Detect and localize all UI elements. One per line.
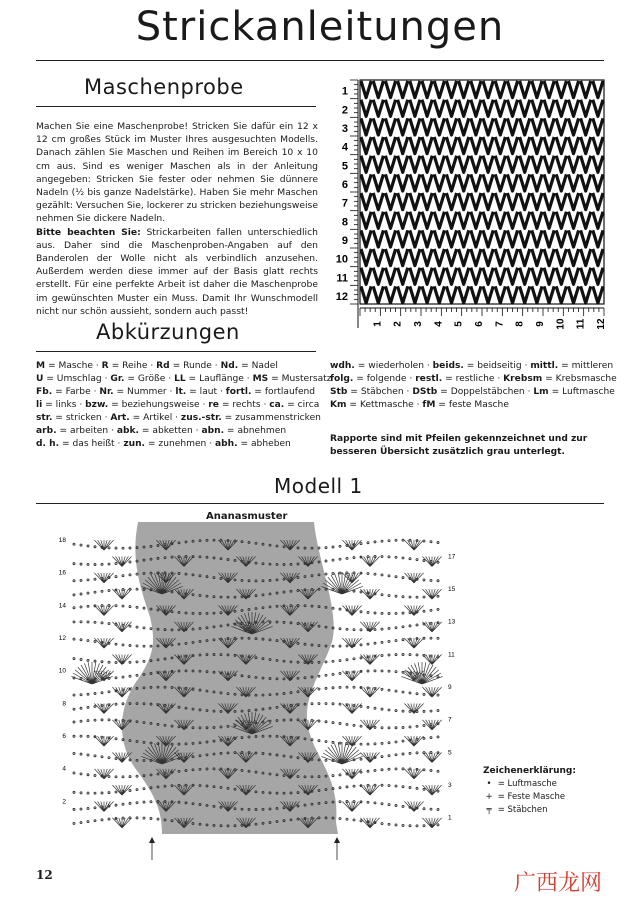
abbr-term: wdh.: [330, 361, 355, 371]
abbr-term: bzw.: [85, 400, 109, 410]
abbr-line: Stb = Stäbchen · DStb = Doppelstäbchen · Lm = Luftmasche: [330, 387, 615, 397]
gauge-paragraph-2: Strickarbeiten fallen unterschiedlich aus. Daher sind die Maschenproben-Angaben auf den Banderolen der Wolle nicht als verbindlich anzusehen. Außerdem werden diese immer auf der Basis glatt rechts erstellt. Für eine perfekte Arbeit ist daher die Maschenprobe im gewünschten Muster ein Muss. Damit Ihr Wunschmodell nicht nur schön aussieht, sondern auch passt!: [36, 226, 318, 317]
abbr-line: U = Umschlag · Gr. = Größe · LL = Lauflänge · MS = Mustersatz: [36, 374, 332, 384]
gauge-paragraph-1: Machen Sie eine Maschenprobe! Stricken Sie dafür ein 12 x 12 cm großes Stück im Muster Ihres ausgesuchten Modells. Danach zählen Sie Maschen und Reihen im Bereich 10 x 10 cm aus. Sind es weniger Maschen als in der Anleitung angegeben: Stricken Sie fester oder nehmen Sie dünnere Nadeln (½ bis ganze Nadelstärke). Haben Sie mehr Maschen gezählt: Versuchen Sie, lockerer zu stricken beziehungsweise nehmen Sie dickere Nadeln.: [36, 121, 318, 225]
abbr-meaning: fortlaufend: [264, 387, 316, 397]
abbr-term: str.: [36, 413, 53, 423]
abbr-meaning: Krebsmasche: [555, 374, 617, 384]
swatch-frame: [360, 80, 604, 304]
abbr-term: DStb: [412, 387, 438, 397]
row-number-left: 6: [62, 733, 66, 740]
abbr-meaning: mittleren: [571, 361, 614, 371]
legend: [483, 765, 576, 817]
abbr-meaning: zunehmen: [158, 439, 207, 449]
abbr-line: wdh. = wiederholen · beids. = beidseitig · mittl. = mittleren: [330, 361, 614, 371]
abbr-term: zun.: [123, 439, 146, 449]
model-heading: Modell 1: [274, 474, 363, 498]
abbr-meaning: Mustersatz: [281, 374, 332, 384]
abbr-term: MS: [252, 374, 269, 384]
knit-swatch: [330, 78, 608, 334]
row-number-left: 14: [58, 602, 66, 610]
page-number: 12: [36, 868, 53, 882]
row-number-right: 5: [448, 749, 452, 757]
abbr-line: d. h. = das heißt · zun. = zunehmen · abh. = abheben: [36, 439, 291, 449]
abbr-term: li: [36, 400, 43, 410]
abbr-term: arb.: [36, 426, 57, 436]
abbr-list-left: [36, 360, 332, 451]
ruler-left-label: 6: [341, 179, 348, 191]
abbr-term: abh.: [215, 439, 238, 449]
abbr-term: Nd.: [220, 361, 239, 371]
crochet-chart: [52, 522, 462, 862]
ruler-bottom-label: 1: [372, 321, 384, 327]
abbr-heading: Abkürzungen: [96, 320, 240, 344]
row-number-left: 2: [62, 798, 66, 806]
abbr-meaning: stricken: [65, 413, 102, 423]
ruler-bottom-label: 12: [596, 318, 607, 330]
model-heading-rule: [36, 503, 604, 504]
legend-item-feste-masche: + = Feste Masche: [483, 791, 576, 804]
ruler-bottom-label: 5: [453, 321, 465, 327]
abbr-meaning: Masche: [58, 361, 93, 371]
ruler-left-label: 1: [341, 85, 348, 98]
ruler-bottom-label: 11: [575, 318, 587, 330]
chart-title: Ananasmuster: [206, 511, 288, 522]
gauge-text: [36, 120, 318, 318]
abbr-meaning: abketten: [152, 426, 193, 436]
abbr-meaning: Artikel: [143, 413, 173, 423]
abbr-meaning: Nummer: [127, 387, 167, 397]
repeat-arrow-right-head: [334, 837, 340, 843]
abbr-term: fM: [422, 400, 436, 410]
ruler-bottom-label: 9: [535, 321, 546, 327]
abbr-meaning: folgende: [366, 374, 407, 384]
abbr-meaning: zusammenstricken: [235, 413, 321, 423]
abbr-meaning: Größe: [137, 374, 166, 384]
abbr-meaning: arbeiten: [70, 426, 109, 436]
row-number-right: 17: [448, 553, 456, 561]
gauge-bold-lead: Bitte beachten Sie:: [36, 226, 141, 238]
double-crochet-icon: ╤: [486, 805, 492, 815]
abbr-line: Fb. = Farbe · Nr. = Nummer · lt. = laut · fortl. = fortlaufend: [36, 387, 316, 397]
ruler-left-label: 9: [341, 235, 348, 247]
abbr-meaning: abheben: [250, 439, 291, 449]
ruler-left-label: 3: [341, 123, 348, 135]
abbr-meaning: restliche: [455, 374, 495, 384]
abbr-meaning: Doppelstäbchen: [450, 387, 525, 397]
abbr-term: beids.: [432, 361, 464, 371]
abbr-meaning: beidseitig: [477, 361, 522, 371]
abbr-meaning: laut: [199, 387, 218, 397]
ruler-left-label: 10: [335, 253, 348, 266]
abbr-meaning: feste Masche: [448, 400, 509, 410]
ruler-bottom-label: 8: [514, 321, 526, 327]
abbr-meaning: das heißt: [72, 439, 115, 449]
abbr-term: restl.: [415, 374, 443, 384]
abbr-term: U: [36, 374, 44, 384]
ruler-bottom-label: 2: [392, 321, 404, 327]
abbr-line: str. = stricken · Art. = Artikel · zus.-str. = zusammenstricken: [36, 413, 321, 423]
legend-title: Zeichenerklärung:: [483, 766, 576, 776]
abbr-term: LL: [174, 374, 186, 384]
abbr-heading-rule: [36, 351, 316, 352]
ruler-bottom-label: 7: [494, 321, 506, 327]
abbr-term: zus.-str.: [180, 413, 222, 423]
ruler-left-label: 12: [335, 291, 348, 303]
legend-item-staebchen: ╤ = Stäbchen: [483, 804, 576, 817]
row-number-left: 12: [58, 635, 66, 642]
abbr-meaning: Nadel: [251, 361, 278, 371]
abbr-term: mittl.: [530, 361, 559, 371]
chain-stitch-icon: •: [486, 779, 492, 789]
title-rule: [36, 60, 604, 61]
abbr-term: Stb: [330, 387, 348, 397]
abbr-term: folg.: [330, 374, 354, 384]
abbr-meaning: Luftmasche: [562, 387, 615, 397]
abbr-line: M = Masche · R = Reihe · Rd = Runde · Nd. = Nadel: [36, 361, 278, 371]
abbr-term: Rd: [156, 361, 170, 371]
ruler-bottom-label: 4: [433, 321, 445, 327]
abbr-term: abn.: [201, 426, 225, 436]
abbr-term: Fb.: [36, 387, 53, 397]
abbr-meaning: Reihe: [122, 361, 148, 371]
repeat-arrow-left-head: [149, 837, 155, 843]
abbr-term: re: [208, 400, 219, 410]
abbr-term: d. h.: [36, 439, 60, 449]
ruler-left-label: 2: [341, 104, 348, 117]
row-number-right: 13: [448, 618, 456, 626]
watermark: 广西龙网: [514, 871, 603, 896]
abbr-line: arb. = arbeiten · abk. = abketten · abn. = abnehmen: [36, 426, 287, 436]
ruler-left-label: 8: [341, 216, 348, 229]
abbr-term: Lm: [533, 387, 549, 397]
single-crochet-icon: +: [485, 792, 493, 802]
ruler-bottom-label: 6: [474, 321, 485, 327]
abbr-term: Nr.: [99, 387, 114, 397]
ruler-left-label: 4: [341, 141, 348, 154]
row-number-right: 7: [448, 716, 452, 724]
gauge-heading: Maschenprobe: [84, 75, 244, 99]
abbr-meaning: links: [55, 400, 77, 410]
abbr-line: li = links · bzw. = beziehungsweise · re = rechts · ca. = circa: [36, 400, 320, 410]
row-number-right: 9: [448, 684, 452, 691]
row-number-right: 3: [448, 782, 452, 789]
abbr-note: Rapporte sind mit Pfeilen gekennzeichnet und zur besseren Übersicht zusätzlich grau unterlegt.: [330, 434, 588, 457]
abbr-meaning: rechts: [232, 400, 261, 410]
abbr-meaning: Lauflänge: [199, 374, 244, 384]
abbr-meaning: Umschlag: [56, 374, 102, 384]
abbr-meaning: abnehmen: [237, 426, 287, 436]
abbr-term: Krebsm: [503, 374, 543, 384]
row-number-left: 18: [58, 537, 66, 544]
abbr-term: abk.: [116, 426, 139, 436]
abbr-term: ca.: [269, 400, 285, 410]
row-number-left: 4: [62, 765, 66, 773]
ruler-bottom-label: 10: [555, 318, 567, 330]
abbr-term: Gr.: [110, 374, 125, 384]
row-number-left: 10: [58, 667, 66, 675]
abbr-term: lt.: [175, 387, 187, 397]
abbr-term: M: [36, 361, 46, 371]
abbr-meaning: circa: [297, 400, 320, 410]
abbr-list-right: [330, 360, 617, 412]
abbr-meaning: Runde: [183, 361, 212, 371]
abbr-term: Km: [330, 400, 347, 410]
abbr-line: folg. = folgende · restl. = restliche · Krebsm = Krebsmasche: [330, 374, 617, 384]
row-number-right: 1: [448, 814, 452, 822]
legend-item-luftmasche: • = Luftmasche: [483, 778, 576, 791]
gauge-heading-rule: [36, 106, 316, 107]
row-number-left: 8: [62, 700, 66, 708]
abbr-meaning: wiederholen: [368, 361, 424, 371]
abbr-term: Art.: [110, 413, 130, 423]
ruler-left-label: 11: [336, 272, 348, 285]
abbr-meaning: beziehungsweise: [121, 400, 200, 410]
ruler-left-label: 7: [341, 197, 348, 210]
ruler-left-label: 5: [341, 160, 348, 173]
abbr-term: fortl.: [225, 387, 252, 397]
row-number-left: 16: [58, 569, 66, 577]
ruler-bottom-label: 3: [413, 321, 424, 327]
abbr-meaning: Kettmasche: [359, 400, 414, 410]
abbr-line: Km = Kettmasche · fM = feste Masche: [330, 400, 509, 410]
row-number-right: 11: [448, 651, 455, 659]
row-number-right: 15: [448, 586, 456, 593]
abbr-meaning: Stäbchen: [360, 387, 404, 397]
page-title: Strickanleitungen: [135, 4, 505, 50]
abbr-term: R: [101, 361, 109, 371]
abbr-meaning: Farbe: [65, 387, 91, 397]
